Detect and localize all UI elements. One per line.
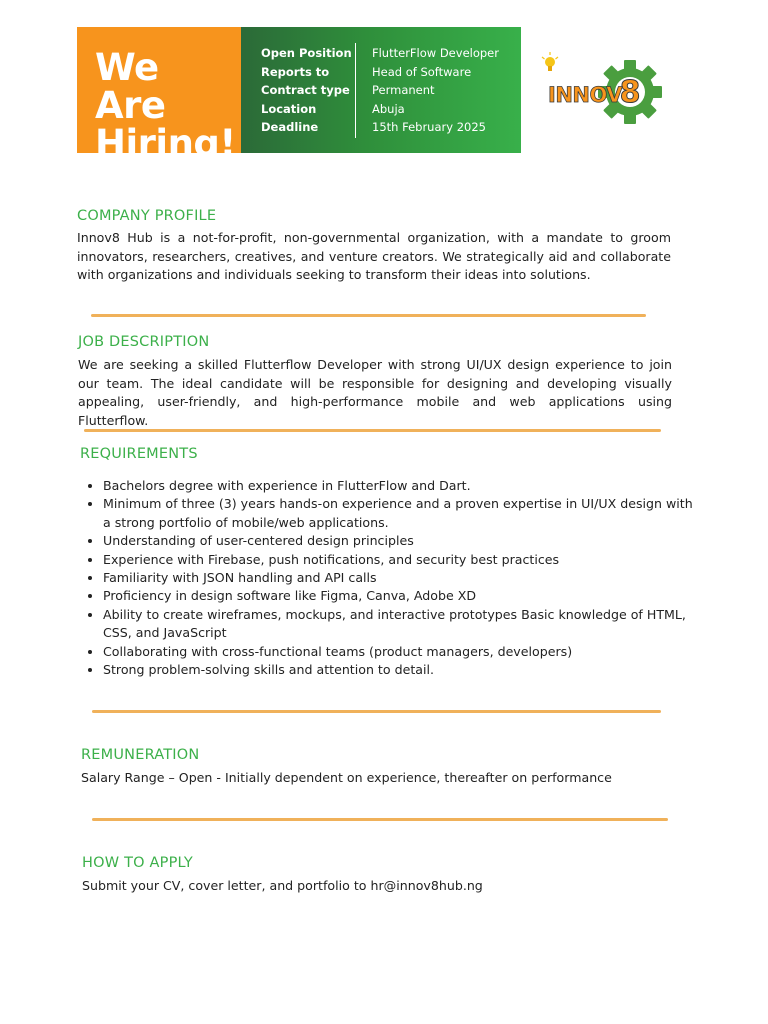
- svg-text:INNOV: INNOV: [548, 83, 623, 107]
- value-location: Abuja: [372, 101, 405, 116]
- list-item: • Familiarity with JSON handling and API calls: [103, 569, 698, 587]
- company-profile-title: COMPANY PROFILE: [77, 208, 217, 224]
- info-values: [372, 44, 499, 137]
- hiring-title: [95, 46, 241, 165]
- remuneration-title: REMUNERATION: [81, 747, 200, 763]
- how-to-apply-text: Submit your CV, cover letter, and portfolio to hr@innov8hub.ng: [82, 878, 483, 893]
- job-description-text: We are seeking a skilled Flutterflow Developer with strong UI/UX design experience to join our team. The ideal candidate will be responsible for designing and developing visually appealing, user-friendly, and high-performance mobile and web applications using Flutterflow.: [78, 357, 672, 428]
- value-deadline: 15th February 2025: [372, 120, 486, 134]
- innov8-logo: [540, 50, 665, 130]
- label-location: Location: [261, 101, 317, 116]
- position-info-box: [241, 27, 521, 153]
- company-profile-text: Innov8 Hub is a not-for-profit, non-governmental organization, with a mandate to groom innovators, researchers, creatives, and venture creators. We strategically aid and collaborate with organizations and individuals seeking to transform their ideas into solutions.: [77, 230, 671, 282]
- info-labels: [261, 44, 352, 137]
- label-reports-to: Reports to: [261, 64, 330, 79]
- list-item: • Ability to create wireframes, mockups, and interactive prototypes Basic knowledge of HTML, CSS, and JavaScript: [103, 606, 698, 643]
- svg-text:8: 8: [619, 75, 641, 110]
- hiring-banner: [77, 27, 241, 165]
- section-divider: [84, 429, 661, 432]
- list-item: • Collaborating with cross-functional teams (product managers, developers): [103, 643, 698, 661]
- section-divider: [91, 314, 646, 317]
- list-item: • Proficiency in design software like Figma, Canva, Adobe XD: [103, 587, 698, 605]
- hiring-title-line1: We Are: [95, 46, 166, 127]
- label-open-position: Open Position: [261, 46, 352, 60]
- list-item: • Understanding of user-centered design principles: [103, 532, 698, 550]
- value-open-position: FlutterFlow Developer: [372, 46, 499, 60]
- hiring-title-line2: Hiring!: [95, 122, 236, 165]
- job-description-title: JOB DESCRIPTION: [78, 334, 210, 350]
- info-divider: [355, 43, 356, 138]
- list-item: • Strong problem-solving skills and attention to detail.: [103, 661, 698, 679]
- requirements-list: [83, 477, 698, 679]
- label-contract-type: Contract type: [261, 83, 350, 97]
- list-item: • Experience with Firebase, push notifications, and security best practices: [103, 551, 698, 569]
- list-item: • Minimum of three (3) years hands-on experience and a proven expertise in UI/UX design with a strong portfolio of mobile/web applications.: [103, 495, 698, 532]
- value-reports-to: Head of Software: [372, 64, 472, 79]
- section-divider: [92, 818, 668, 821]
- remuneration-text: Salary Range – Open - Initially dependent on experience, thereafter on performance: [81, 770, 612, 785]
- lightbulb-icon: [542, 52, 558, 71]
- requirements-title: REQUIREMENTS: [80, 446, 198, 462]
- list-item: • Bachelors degree with experience in FlutterFlow and Dart.: [103, 477, 698, 495]
- section-divider: [92, 710, 661, 713]
- how-to-apply-title: HOW TO APPLY: [82, 855, 193, 871]
- value-contract-type: Permanent: [372, 83, 435, 97]
- label-deadline: Deadline: [261, 120, 319, 134]
